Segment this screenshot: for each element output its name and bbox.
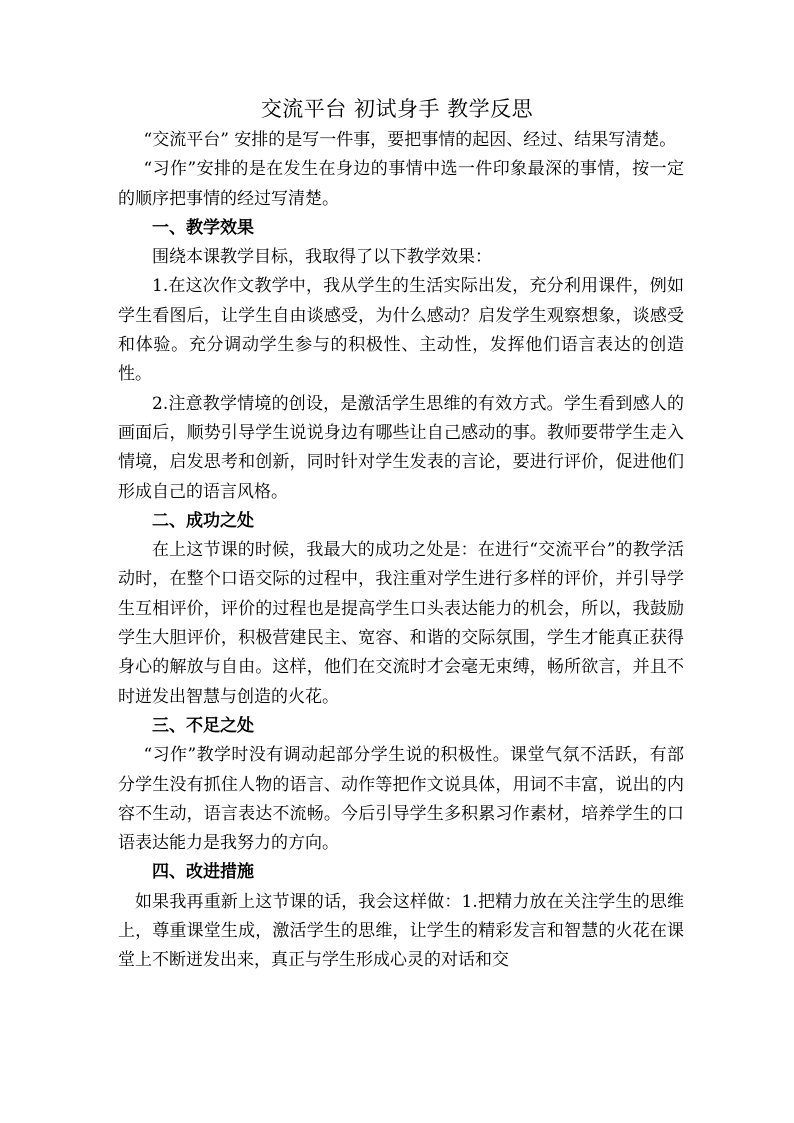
document-body [118, 126, 684, 976]
paragraph-improvements: 如果我再重新上这节课的话，我会这样做：1.把精力放在关注学生的思维上，尊重课堂生成，激活学生的思维，让学生的精彩发言和智慧的火花在课堂上不断迸发出来，真正与学生形成心灵的对话和交 [118, 891, 684, 971]
paragraph-writing-task: “习作”安排的是在发生在身边的事情中选一件印象最深的事情，按一定的顺序把事情的经过写清楚。 [118, 159, 684, 209]
paragraph-results-intro: 围绕本课教学目标，我取得了以下教学效果： [152, 247, 492, 268]
section-heading-shortcomings: 三、不足之处 [152, 715, 254, 736]
paragraph-successes: 在上这节课的时候，我最大的成功之处是：在进行“交流平台”的教学活动时，在整个口语交际的过程中，我注重对学生进行多样的评价，并引导学生互相评价，评价的过程也是提高学生口头表达能力的机会，所以，我鼓励学生大胆评价，积极营建民主、宽容、和谐的交际氛围，学生才能真正获得身心的解放与自由。这样，他们在交流时才会毫无束缚，畅所欲言，并且不时迸发出智慧与创造的火花。 [118, 540, 684, 707]
paragraph-exchange-platform: “交流平台” 安排的是写一件事，要把事情的起因、经过、结果写清楚。 [143, 130, 677, 150]
document-title: 交流平台 初试身手 教学反思 [260, 97, 534, 121]
paragraph-results-item-1: 1.在这次作文教学中，我从学生的生活实际出发，充分利用课件，例如学生看图后，让学生自由谈感受，为什么感动？启发学生观察想象，谈感受和体验。充分调动学生参与的积极性、主动性，发挥他们语言表达的创造性。 [118, 276, 684, 385]
paragraph-shortcomings: “习作”教学时没有调动起部分学生说的积极性。课堂气氛不活跃，有部分学生没有抓住人物的语言、动作等把作文说具体，用词不丰富，说出的内容不生动，语言表达不流畅。今后引导学生多积累习作素材，培养学生的口语表达能力是我努力的方向。 [118, 745, 684, 854]
paragraph-results-item-2: 2.注意教学情境的创设，是激活学生思维的有效方式。学生看到感人的画面后，顺势引导学生说说身边有哪些让自己感动的事。教师要带学生走入情境，启发思考和创新，同时针对学生发表的言论，要进行评价，促进他们形成自己的语言风格。 [118, 393, 684, 502]
section-heading-teaching-results: 一、教学效果 [152, 217, 254, 238]
section-heading-successes: 二、成功之处 [152, 510, 254, 531]
section-heading-improvements: 四、改进措施 [152, 862, 254, 883]
